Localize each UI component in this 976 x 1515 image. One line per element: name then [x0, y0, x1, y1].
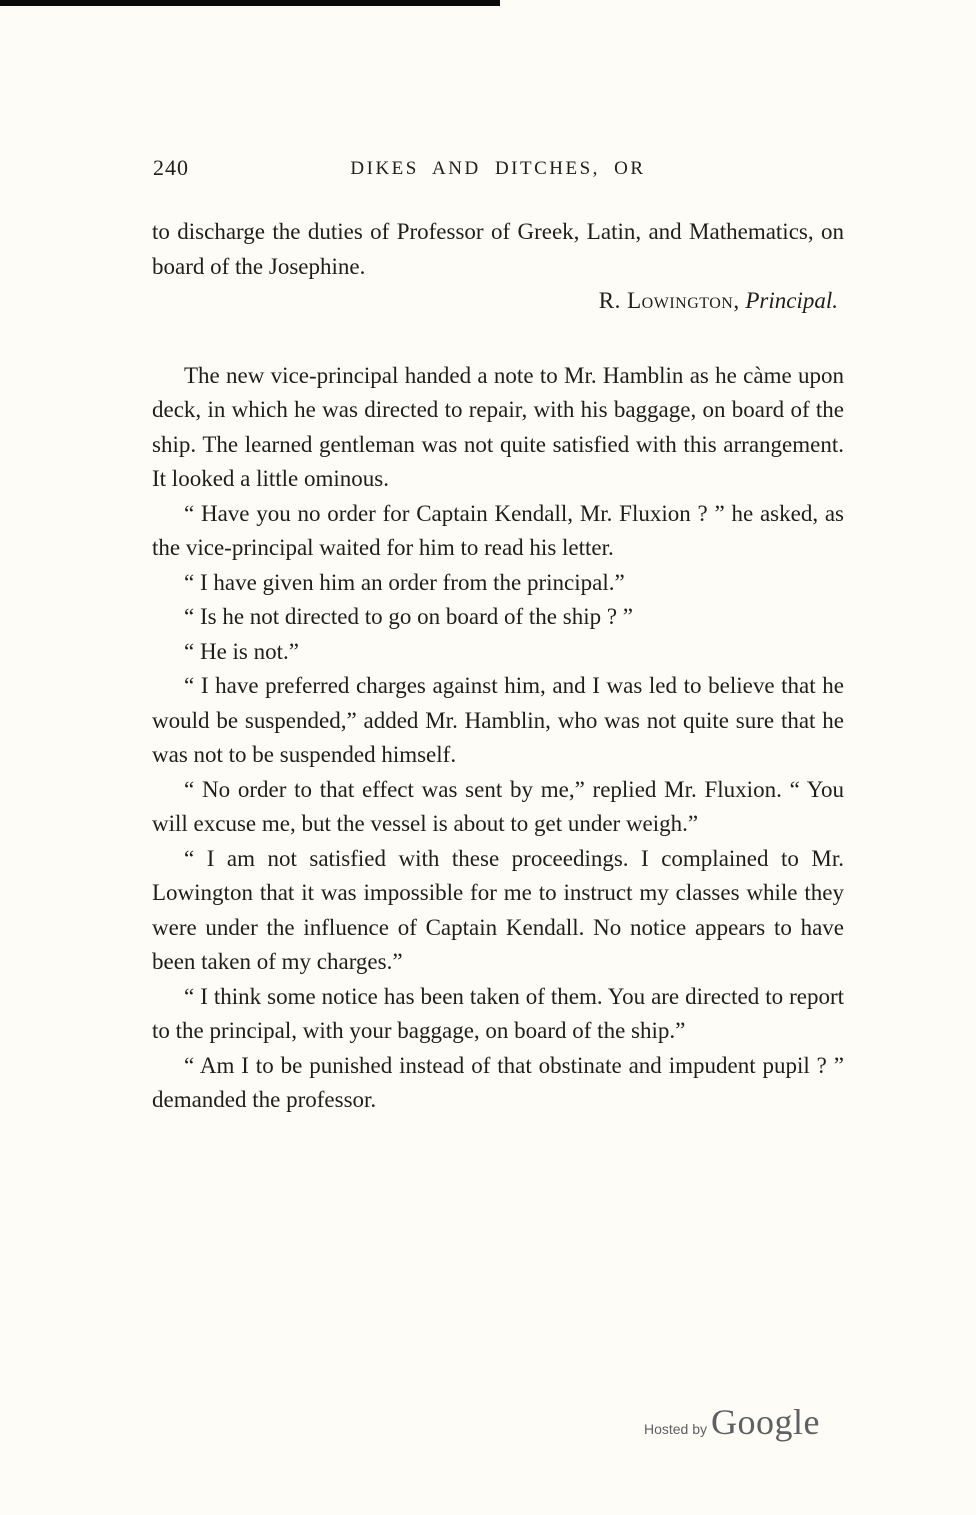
paragraph: “ Have you no order for Captain Kendall, Mr. Fluxion ? ” he asked, as the vice-principal waited for him to read his letter. [152, 500, 844, 560]
paragraph: “ Am I to be punished instead of that obstinate and impudent pupil ? ” demanded the professor. [152, 1052, 844, 1112]
paragraph: “ I have given him an order from the principal.” [184, 569, 625, 595]
paragraph: “ I have preferred charges against him, and I was led to believe that he would be suspended,” added Mr. Hamblin, who was not quite sure that he was not to be suspended himself. [152, 673, 844, 767]
text-block [152, 215, 844, 1118]
hosted-by-label: Hosted by [643, 1421, 708, 1437]
paragraph: “ Is he not directed to go on board of the ship ? ” [184, 604, 634, 629]
paragraph: The new vice-principal handed a note to Mr. Hamblin as he càme upon deck, in which he was directed to repair, with his baggage, on board of the ship. The learned gentleman was not quite satisfied with this arrangement. It looked a little ominous. [152, 362, 844, 491]
paragraph: “ No order to that effect was sent by me,” replied Mr. Fluxion. “ You will excuse me, but the vessel is about to get under weigh.” [152, 776, 844, 836]
paragraph-continuation: to discharge the duties of Professor of Greek, Latin, and Mathematics, on board of the Josephine. [152, 219, 844, 279]
paragraph: “ I think some notice has been taken of them. You are directed to report to the principal, with your baggage, on board of the ship.” [152, 983, 844, 1043]
paragraph: “ I am not satisfied with these proceedings. I complained to Mr. Lowington that it was impossible for me to instruct my classes while they were under the influence of Captain Kendall. No notice appears to have been taken of my charges.” [152, 845, 844, 974]
paragraph: “ He is not.” [184, 638, 299, 664]
signature-name: R. Lowington, [598, 288, 740, 313]
hosted-by-google-watermark [644, 1401, 820, 1443]
page-number: 240 [153, 155, 189, 180]
signature-line [152, 284, 844, 319]
running-title: DIKES AND DITCHES, OR [350, 158, 646, 179]
scan-edge-artifact [0, 0, 500, 6]
signature-title: Principal. [745, 288, 838, 313]
google-logo: Google [711, 1402, 820, 1442]
